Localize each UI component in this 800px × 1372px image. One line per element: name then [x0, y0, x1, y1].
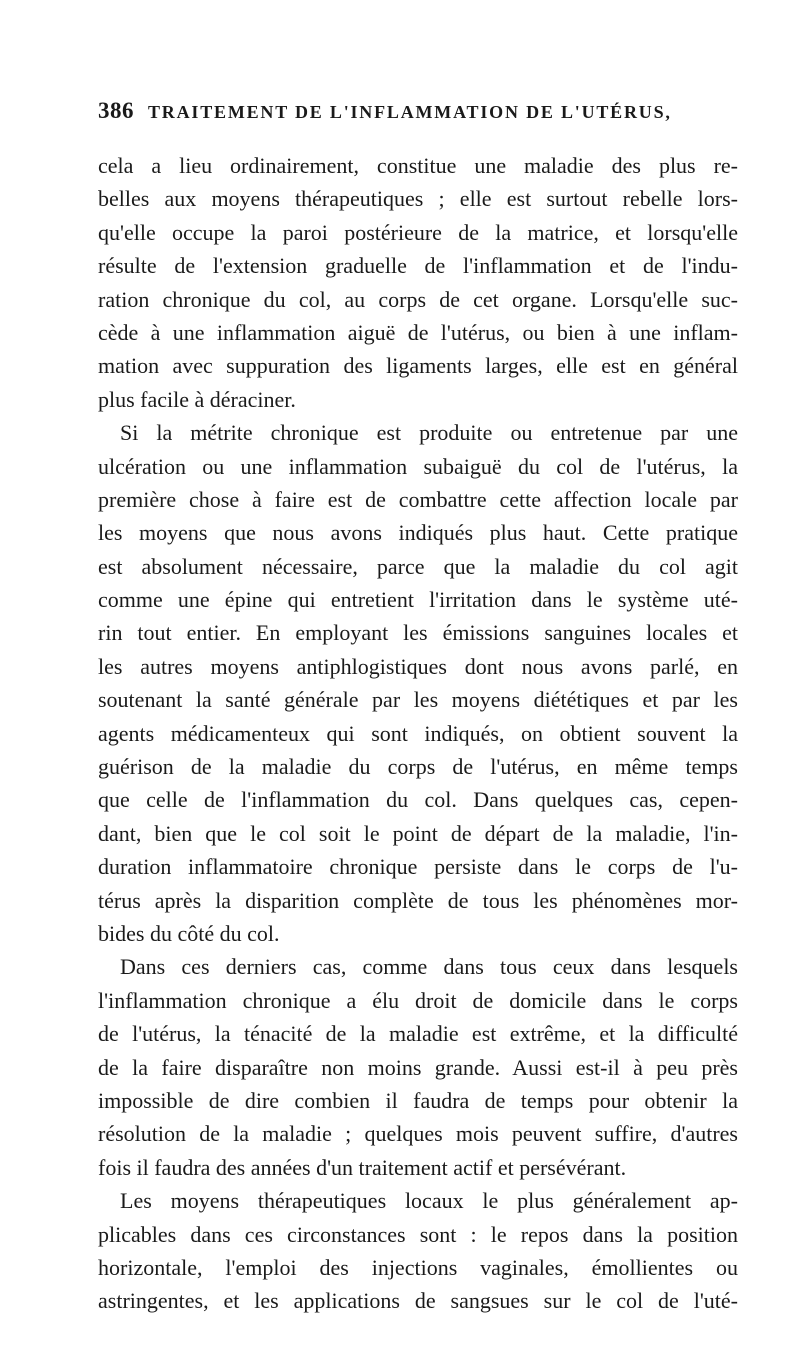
text-line: impossible de dire combien il faudra de temps pour obtenir la: [98, 1087, 738, 1113]
text-line: Les moyens thérapeutiques locaux le plus généralement ap-: [120, 1188, 738, 1214]
text-line: dant, bien que le col soit le point de départ de la maladie, l'in-: [98, 820, 738, 846]
text-line: cela a lieu ordinairement, constitue une maladie des plus re-: [98, 153, 738, 178]
text-line: belles aux moyens thérapeutiques ; elle est surtout rebelle lors-: [98, 186, 738, 212]
text-line: ration chronique du col, au corps de cet organe. Lorsqu'elle suc-: [98, 286, 738, 312]
text-line: de l'utérus, la ténacité de la maladie est extrême, et la difficulté: [98, 1021, 738, 1047]
text-line: est absolument nécessaire, parce que la maladie du col agit: [98, 553, 738, 579]
text-line: plicables dans ces circonstances sont : le repos dans la position: [98, 1221, 738, 1247]
text-line: guérison de la maladie du corps de l'utérus, en même temps: [98, 754, 738, 780]
text-line: Dans ces derniers cas, comme dans tous ceux dans lesquels: [120, 954, 738, 980]
text-line: plus facile à déraciner.: [98, 386, 296, 412]
text-line: astringentes, et les applications de sangsues sur le col de l'uté-: [98, 1288, 738, 1314]
text-line: que celle de l'inflammation du col. Dans quelques cas, cepen-: [98, 787, 738, 813]
text-line: les moyens que nous avons indiqués plus haut. Cette pratique: [98, 520, 738, 546]
text-line: rin tout entier. En employant les émissions sanguines locales et: [98, 620, 738, 646]
text-line: térus après la disparition complète de tous les phénomènes mor-: [98, 887, 738, 913]
text-line: horizontale, l'emploi des injections vaginales, émollientes ou: [98, 1254, 738, 1280]
text-line: première chose à faire est de combattre cette affection locale par: [98, 486, 738, 512]
text-line: comme une épine qui entretient l'irritation dans le système uté-: [98, 587, 738, 613]
text-line: les autres moyens antiphlogistiques dont nous avons parlé, en: [98, 653, 738, 679]
body-text: [98, 149, 738, 1318]
running-title: TRAITEMENT DE L'INFLAMMATION DE L'UTÉRUS,: [148, 102, 672, 122]
text-line: de la faire disparaître non moins grande. Aussi est-il à peu près: [98, 1054, 738, 1080]
text-line: duration inflammatoire chronique persiste dans le corps de l'u-: [98, 854, 738, 880]
text-line: ulcération ou une inflammation subaiguë du col de l'utérus, la: [98, 453, 738, 479]
text-line: l'inflammation chronique a élu droit de domicile dans le corps: [98, 987, 738, 1013]
text-line: résolution de la maladie ; quelques mois peuvent suffire, d'autres: [98, 1121, 738, 1147]
text-line: cède à une inflammation aiguë de l'utérus, ou bien à une inflam-: [98, 319, 738, 345]
text-line: fois il faudra des années d'un traitement actif et persévérant.: [98, 1154, 627, 1180]
text-line: soutenant la santé générale par les moyens diététiques et par les: [98, 687, 738, 713]
text-line: agents médicamenteux qui sont indiqués, on obtient souvent la: [98, 720, 738, 746]
text-line: mation avec suppuration des ligaments larges, elle est en général: [98, 353, 738, 379]
text-line: résulte de l'extension graduelle de l'inflammation et de l'indu-: [98, 253, 738, 279]
text-line: bides du côté du col.: [98, 920, 280, 946]
page-number: 386: [98, 98, 134, 123]
text-line: qu'elle occupe la paroi postérieure de la matrice, et lorsqu'elle: [98, 219, 738, 245]
page-header: [98, 98, 738, 138]
text-line: Si la métrite chronique est produite ou entretenue par une: [120, 420, 738, 446]
